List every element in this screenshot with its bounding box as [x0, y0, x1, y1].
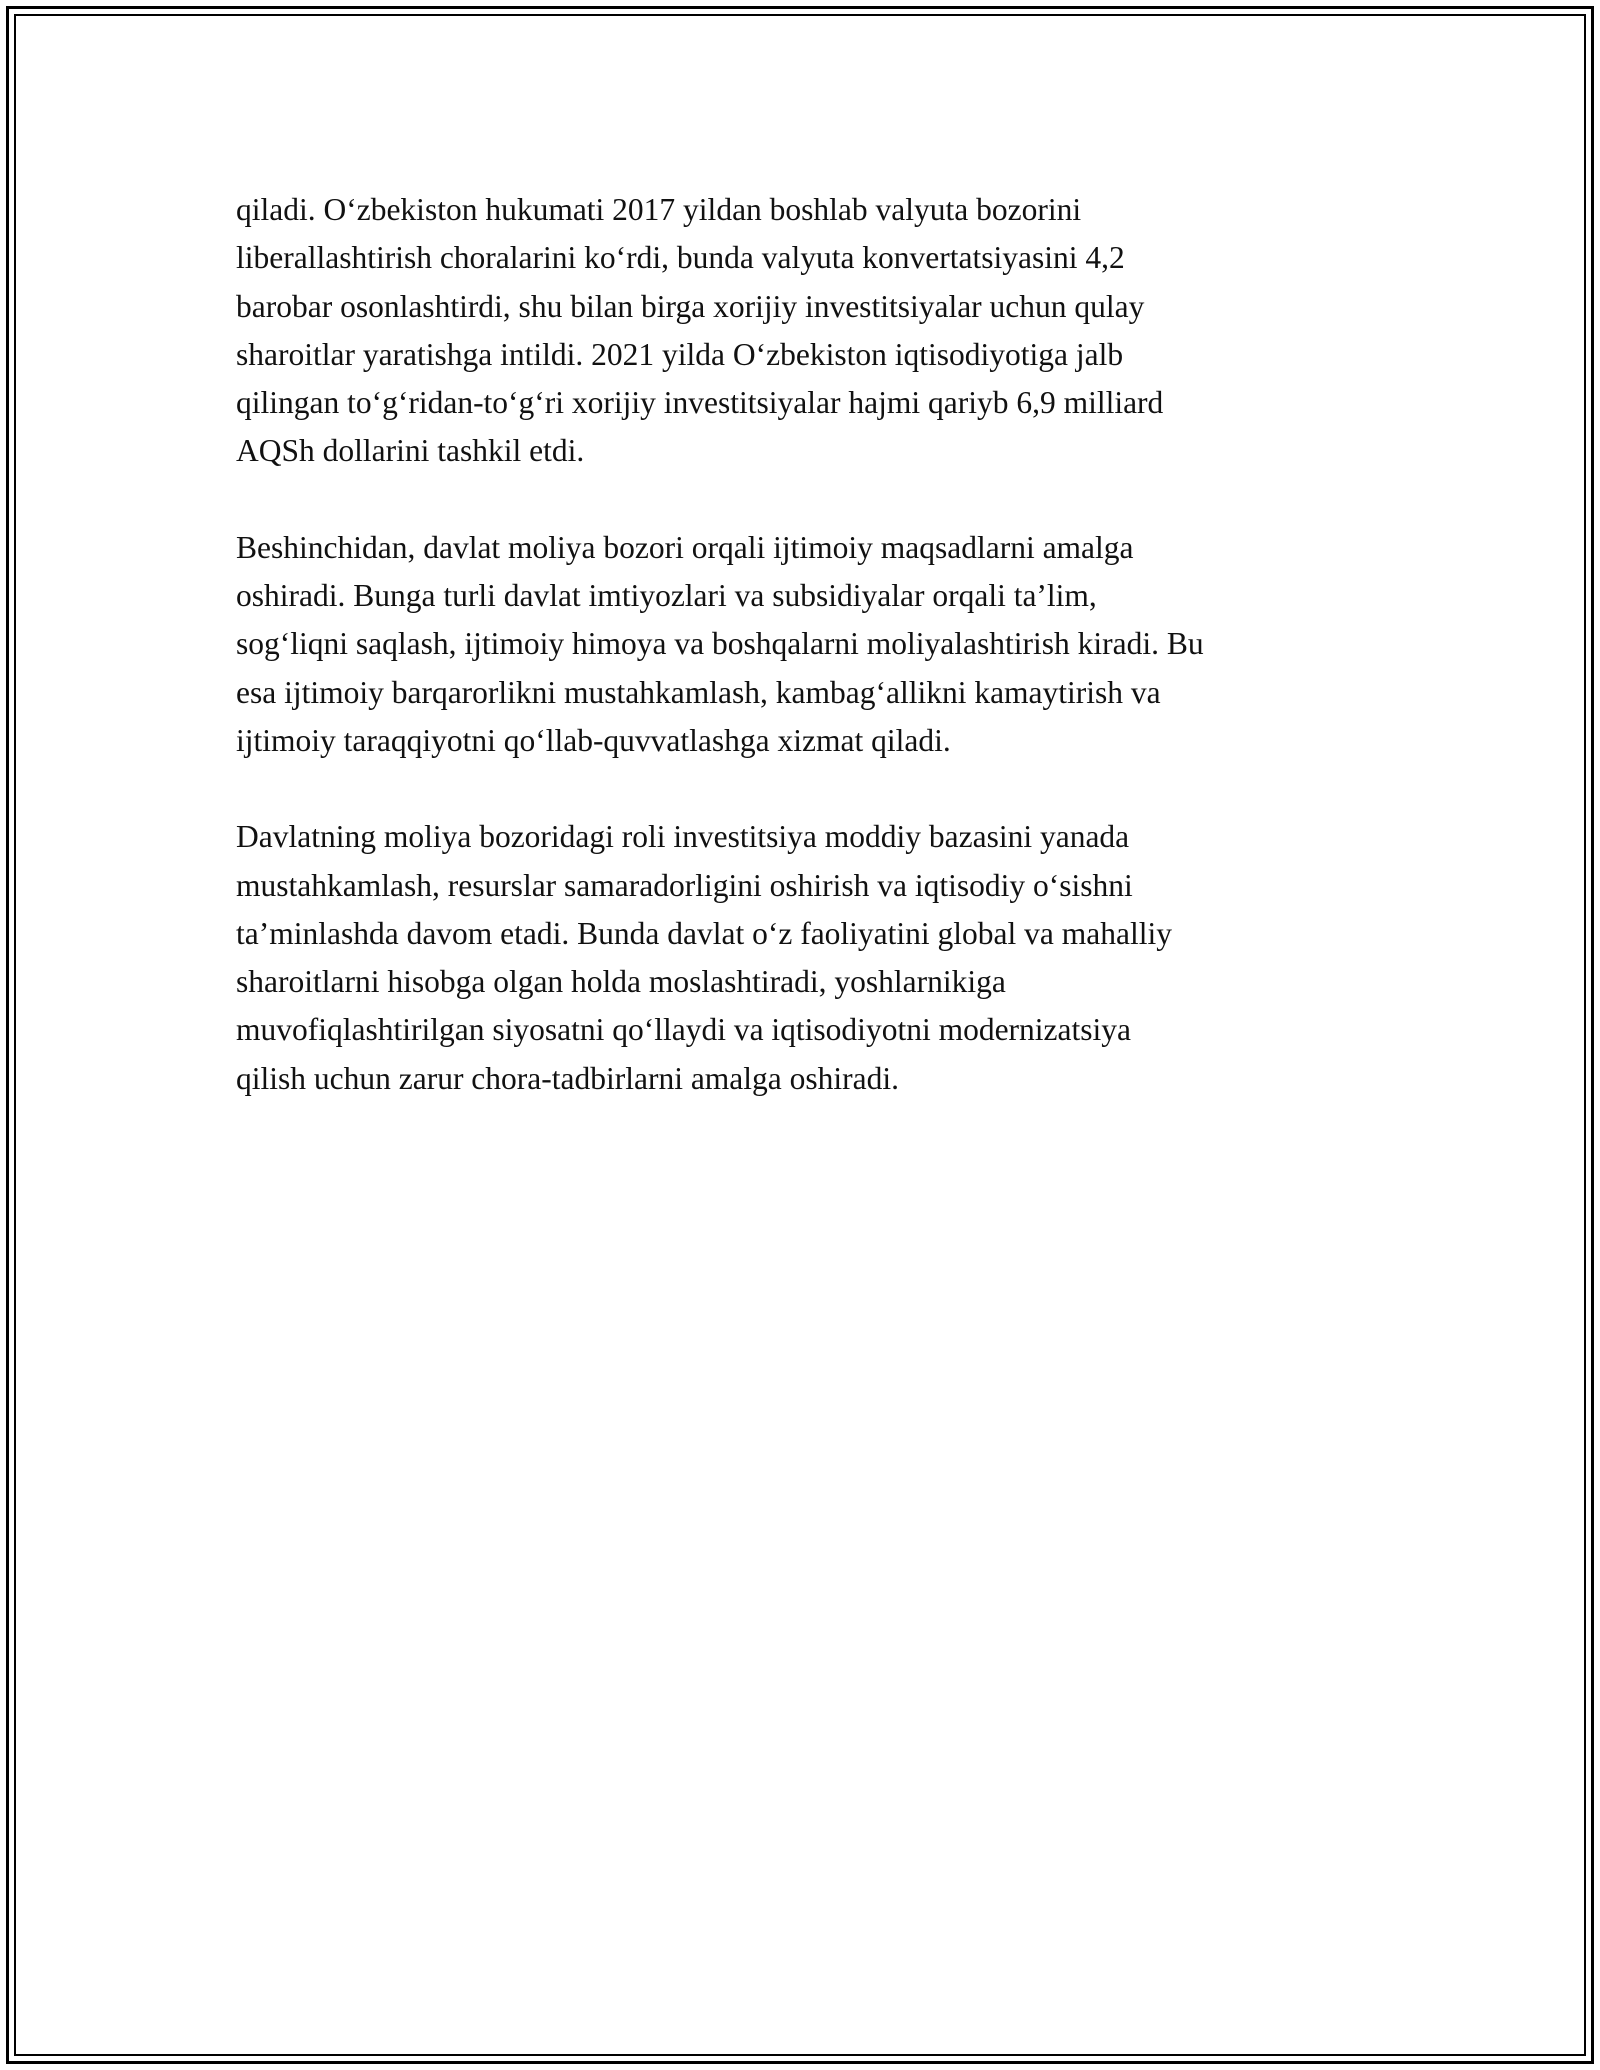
paragraph-social-goals: Beshinchidan, davlat moliya bozori orqali ijtimoiy maqsadlarni amalga oshiradi. Bunga turli davlat imtiyozlari va subsidiyalar orqali ta’lim, sog‘liqni saqlash, ijtimoiy himoya va boshqalarni moliyalashtirish kiradi. Bu esa ijtimoiy barqarorlikni mustahkamlash, kambag‘allikni kamaytirish va ijtimoiy taraqqiyotni qo‘llab-quvvatlashga xizmat qiladi. — [236, 529, 1204, 758]
paragraph-state-role: Davlatning moliya bozoridagi roli investitsiya moddiy bazasini yanada mustahkamlash, resurslar samaradorligini oshirish va iqtisodiy o‘sishni ta’minlashda davom etadi. Bunda davlat o‘z faoliyatini global va mahalliy sharoitlarni hisobga olgan holda moslashtiradi, yoshlarnikiga muvofiqlashtirilgan siyosatni qo‘llaydi va iqtisodiyotni modernizatsiya qilish uchun zarur chora-tadbirlarni amalga oshiradi. — [236, 819, 1172, 1096]
document-body — [236, 186, 1376, 1151]
paragraph-investment: qiladi. O‘zbekiston hukumati 2017 yildan boshlab valyuta bozorini liberallashtirish choralarini ko‘rdi, bunda valyuta konvertatsiyasini 4,2 barobar osonlashtirdi, shu bilan birga xorijiy investitsiyalar uchun qulay sharoitlar yaratishga intildi. 2021 yilda O‘zbekiston iqtisodiyotiga jalb qilingan to‘g‘ridan-to‘g‘ri xorijiy investitsiyalar hajmi qariyb 6,9 milliard AQSh dollarini tashkil etdi. — [236, 192, 1164, 469]
